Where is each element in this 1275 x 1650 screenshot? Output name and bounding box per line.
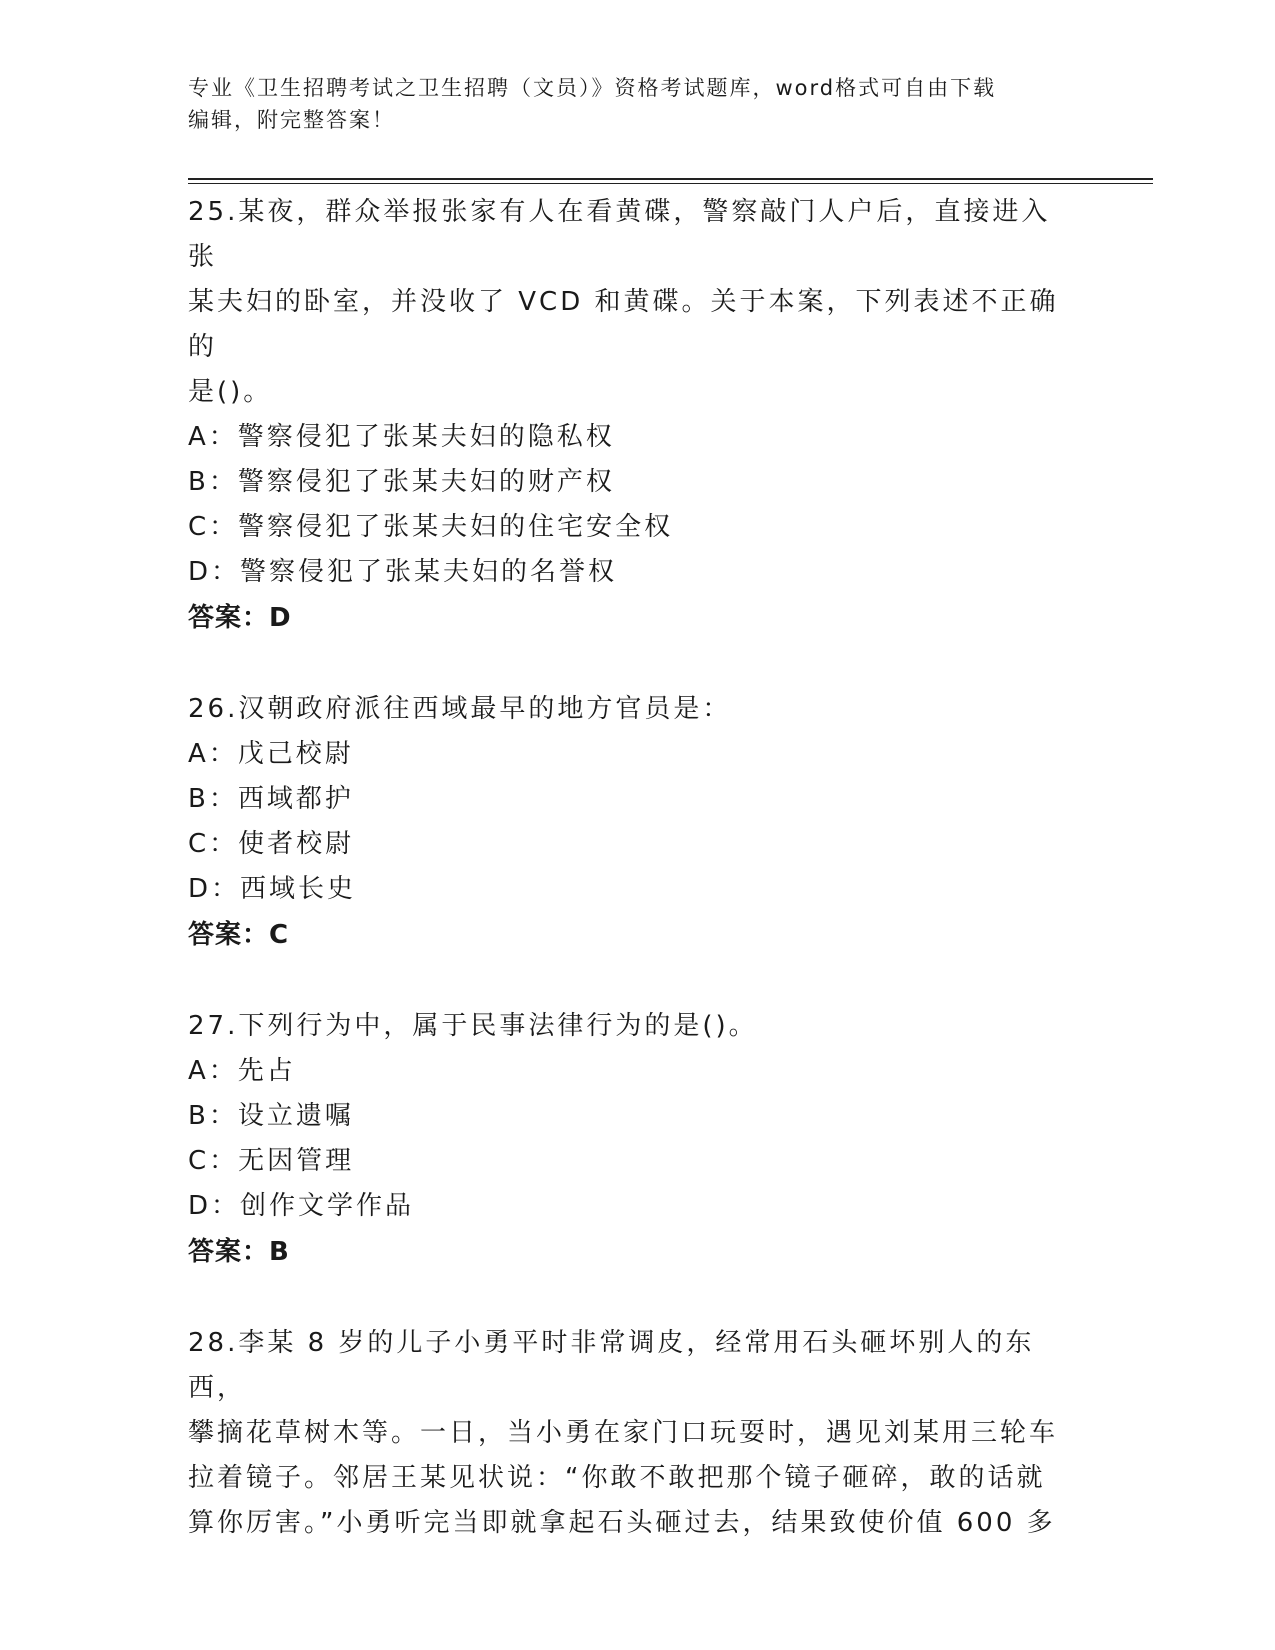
spacer xyxy=(188,1275,1068,1321)
question-text: 某夫妇的卧室，并没收了 VCD 和黄碟。关于本案，下列表述不正确的 xyxy=(188,287,1059,362)
question-text: 拉着镜子。邻居王某见状说：“你敢不敢把那个镜子砸碎，敢的话就 xyxy=(188,1463,1046,1493)
question-text: 算你厉害。”小勇听完当即就拿起石头砸过去，结果致使价值 600 多 xyxy=(188,1508,1056,1538)
option-c: C：警察侵犯了张某夫妇的住宅安全权 xyxy=(188,512,674,542)
option-a: A：警察侵犯了张某夫妇的隐私权 xyxy=(188,422,615,452)
option-b: B：西域都护 xyxy=(188,784,354,814)
question-27 xyxy=(188,1004,1068,1275)
header-line: 编辑，附完整答案！ xyxy=(188,108,395,132)
question-25 xyxy=(188,190,1068,641)
option-c: C：无因管理 xyxy=(188,1146,355,1176)
option-c: C：使者校尉 xyxy=(188,829,355,859)
question-text: 28.李某 8 岁的儿子小勇平时非常调皮，经常用石头砸坏别人的东西， xyxy=(188,1328,1035,1403)
spacer xyxy=(188,958,1068,1004)
option-a: A：先占 xyxy=(188,1056,296,1086)
document-header xyxy=(188,72,1088,136)
spacer xyxy=(188,641,1068,687)
option-b: B：警察侵犯了张某夫妇的财产权 xyxy=(188,467,615,497)
question-text: 27.下列行为中，属于民事法律行为的是()。 xyxy=(188,1011,758,1041)
option-a: A：戊己校尉 xyxy=(188,739,354,769)
option-d: D：西域长史 xyxy=(188,874,357,904)
option-d: D：警察侵犯了张某夫妇的名誉权 xyxy=(188,557,618,587)
answer: 答案：C xyxy=(188,920,290,950)
question-28 xyxy=(188,1321,1068,1546)
question-26 xyxy=(188,687,1068,958)
question-text: 是()。 xyxy=(188,377,273,407)
question-text: 攀摘花草树木等。一日，当小勇在家门口玩耍时，遇见刘某用三轮车 xyxy=(188,1418,1059,1448)
header-divider-thin xyxy=(188,183,1153,184)
header-line: 专业《卫生招聘考试之卫生招聘（文员）》资格考试题库，word格式可自由下载 xyxy=(188,76,997,100)
question-text: 25.某夜，群众举报张家有人在看黄碟，警察敲门人户后，直接进入张 xyxy=(188,197,1051,272)
answer: 答案：B xyxy=(188,1237,290,1267)
question-text: 26.汉朝政府派往西域最早的地方官员是： xyxy=(188,694,732,724)
option-b: B：设立遗嘱 xyxy=(188,1101,354,1131)
answer: 答案：D xyxy=(188,603,292,633)
question-list xyxy=(188,190,1068,1546)
header-divider xyxy=(188,178,1153,180)
option-d: D：创作文学作品 xyxy=(188,1191,415,1221)
